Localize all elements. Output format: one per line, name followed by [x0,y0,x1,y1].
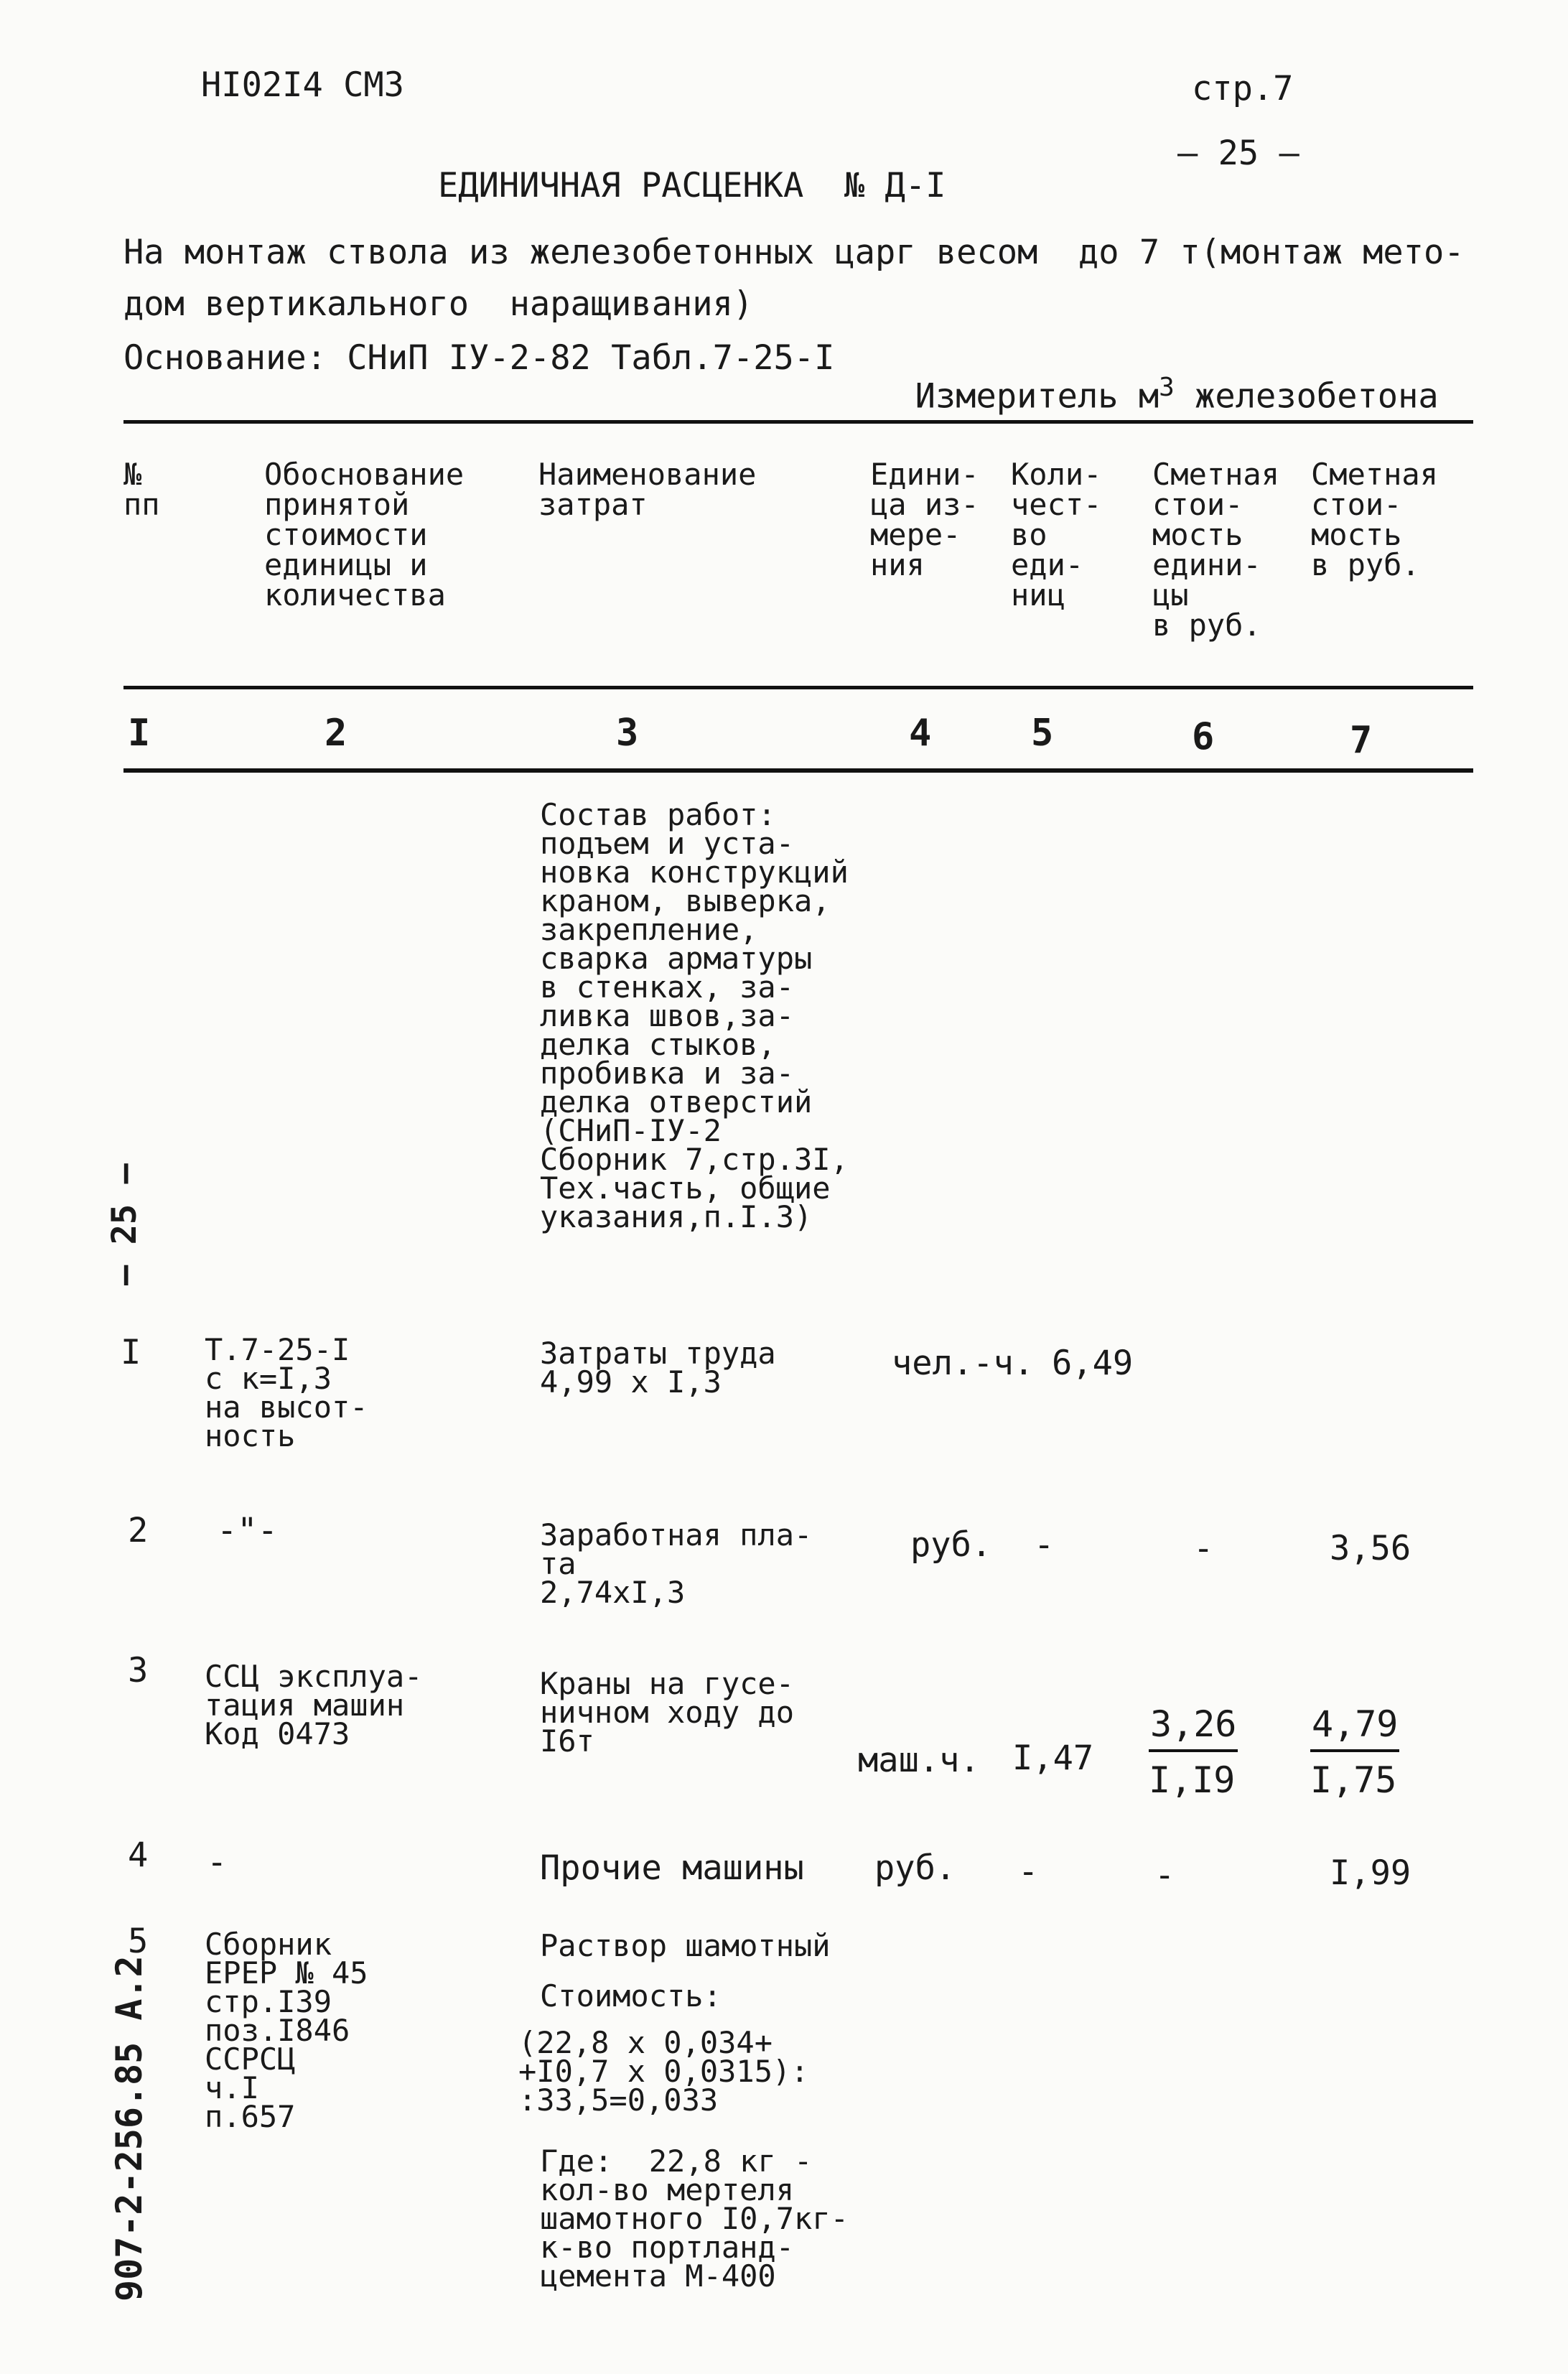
row-2-qty: - [1034,1525,1055,1565]
row-1-number: І [121,1333,141,1372]
row-3-total-top: 4,79 [1310,1703,1399,1752]
col-header-qty: Коли- чест- во еди- ниц [1011,457,1102,613]
row-3-number: 3 [128,1651,149,1690]
row-5-basis: Сборник ЕРЕР № 45 стр.І39 поз.І846 ССРСЦ ч.І п.657 [205,1927,368,2134]
row-2-unit: руб. [910,1525,992,1565]
row-3-unit-cost-bottom: І,І9 [1149,1759,1236,1801]
column-number-rule [123,768,1473,773]
row-4-name: Прочие машины [540,1848,804,1888]
document-code: НІ02І4 СМЗ [201,65,404,105]
margin-album-code: 907-2-256.85 А.2 [108,1955,150,2301]
col-number-3: 3 [616,712,639,755]
row-4-qty: - [1018,1852,1039,1891]
basis-line: Основание: СНиП ІУ-2-82 Табл.7-25-І [123,338,835,378]
row-3-unit: маш.ч. [858,1741,980,1780]
col-header-total: Сметная стои- мость в руб. [1311,457,1439,582]
row-2-total: 3,56 [1330,1529,1411,1568]
description-line-2: дом вертикального наращивания) [123,284,754,324]
col-header-unit-cost: Сметная стои- мость едини- цы в руб. [1152,457,1280,643]
row-1-unit: чел.-ч. [892,1344,1035,1383]
col-header-basis: Обоснование принятой стоимости единицы и количества [264,457,465,613]
col-number-1: I [128,712,151,755]
row-3-unit-cost-top: 3,26 [1149,1703,1238,1752]
row-3-basis: ССЦ эксплуа- тация машин Код 0473 [205,1659,423,1751]
row-3-total-bottom: І,75 [1310,1759,1397,1801]
row-4-total: І,99 [1330,1853,1411,1893]
row-4-basis: - [207,1843,228,1882]
table-top-rule [123,420,1473,424]
work-composition: Состав работ: подъем и уста- новка конструкций краном, выверка, закрепление, сварка арматуры в стенках, за- ливка швов,за- делка стыков, пробивка и за- делка отверстий (СНиП-ІУ-2 Сборник 7,стр.3І, Тех.часть, общие указания,п.І.3) [540,797,849,1234]
row-5-cost-label: Стоимость: [540,1978,722,2014]
header-bottom-rule [123,686,1473,689]
page-label: стр.7 [1192,69,1294,108]
col-number-5: 5 [1031,712,1054,755]
row-5-formula: (22,8 х 0,034+ +І0,7 х 0,0315): :33,5=0,033 [518,2025,809,2118]
row-5-number: 5 [128,1922,149,1961]
row-1-qty: 6,49 [1052,1344,1134,1383]
row-4-unit-cost: - [1154,1856,1175,1895]
row-3-total-fraction [1310,1703,1399,1801]
row-2-number: 2 [128,1511,149,1550]
row-4-number: 4 [128,1835,149,1875]
measure-unit [874,341,1439,414]
page-number: – 25 – [1177,134,1299,173]
col-number-7: 7 [1350,719,1373,762]
document-title: ЕДИНИЧНАЯ РАСЦЕНКА № Д-І [438,166,946,205]
row-4-unit: руб. [874,1848,956,1888]
row-2-name: Заработная пла- та 2,74хІ,3 [540,1517,813,1610]
row-2-basis: -"- [217,1511,278,1550]
row-2-unit-cost: - [1193,1529,1214,1568]
margin-page-mark: – 25 – [105,1163,144,1285]
row-1-name: Затраты труда 4,99 х І,3 [540,1336,776,1400]
col-header-name: Наименование затрат [538,457,757,522]
row-5-name-title: Раствор шамотный [540,1928,831,1963]
measure-prefix: Измеритель м [915,376,1159,416]
col-header-unit: Едини- ца из- мере- ния [870,457,979,582]
col-number-2: 2 [325,712,347,755]
row-3-qty: І,47 [1012,1738,1094,1778]
row-3-name: Краны на гусе- ничном ходу до І6т [540,1666,795,1759]
row-1-basis: Т.7-25-І с к=І,3 на высот- ность [205,1332,368,1453]
row-5-note: Где: 22,8 кг - кол-во мертеля шамотного І0,7кг- к-во портланд- цемента М-400 [540,2143,849,2294]
col-number-4: 4 [909,712,932,755]
col-number-6: 6 [1192,715,1215,758]
measure-superscript: 3 [1159,373,1175,402]
col-header-no: № пп [123,457,160,522]
description-line-1: На монтаж ствола из железобетонных царг весом до 7 т(монтаж мето- [123,233,1465,272]
row-3-unit-cost-fraction [1149,1703,1238,1801]
measure-suffix: железобетона [1195,376,1439,416]
